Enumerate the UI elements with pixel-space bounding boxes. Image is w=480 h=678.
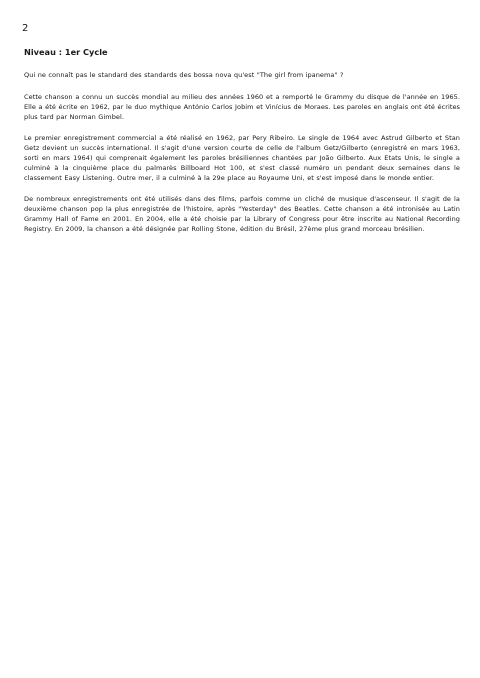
document-body xyxy=(24,47,460,245)
recording-paragraph: Le premier enregistrement commercial a été réalisé en 1962, par Pery Ribeiro. Le single de 1964 avec Astrud Gilberto et Stan Getz devient un succès international. Il s'agit d'une version courte de celle de l'album Getz/Gilberto (enregistré en mars 1963, sorti en mars 1964) qui comprenait également les paroles brésiliennes chantées par João Gilberto. Aux Etats Unis, le single a culminé à la cinquième place du palmarès Billboard Hot 100, et s'est classé numéro un pendant deux semaines dans le classement Easy Listening. Outre mer, il a culminé à la 29e place au Royaume Uni, et s'est imposé dans le monde entier. xyxy=(24,134,460,182)
intro-paragraph: Qui ne connaît pas le standard des standards des bossa nova qu'est "The girl from ipanema" ? xyxy=(24,71,344,79)
history-paragraph: Cette chanson a connu un succès mondial au milieu des années 1960 et a remporté le Grammy du disque de l'année en 1965. Elle a été écrite en 1962, par le duo mythique António Carlos Jobim et Vinícius de Moraes. Les paroles en anglais ont été écrites plus tard par Norman Gimbel. xyxy=(24,93,460,121)
page-number: 2 xyxy=(22,23,29,34)
level-heading: Niveau : 1er Cycle xyxy=(24,47,108,57)
legacy-paragraph: De nombreux enregistrements ont été utilisés dans des films, parfois comme un cliché de musique d'ascenseur. Il s'agit de la deuxième chanson pop la plus enregistrée de l'histoire, après "Yesterday" des Beatles. Cette chanson a été intronisée au Latin Grammy Hall of Fame en 2001. En 2004, elle a été choisie par la Library of Congress pour être inscrite au National Recording Registry. En 2009, la chanson a été désignée par Rolling Stone, édition du Brésil, 27ème plus grand morceau brésilien. xyxy=(24,195,460,233)
